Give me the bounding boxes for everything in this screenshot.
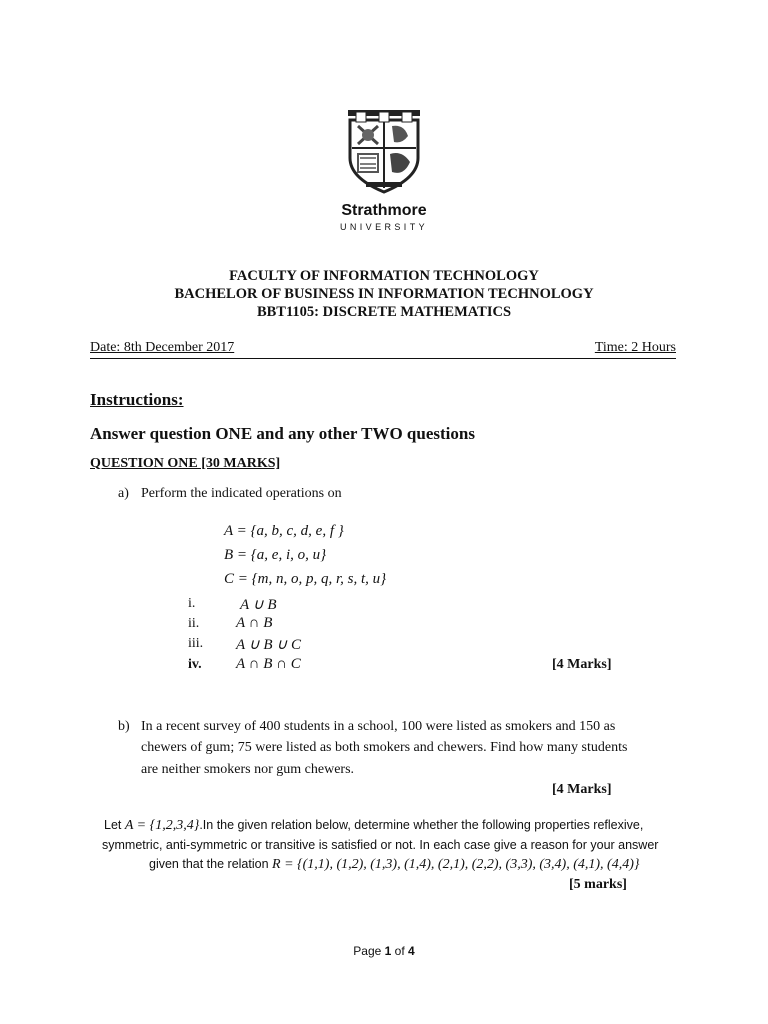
date-time-row [90,340,676,359]
part-a-marks: [4 Marks] [552,657,612,672]
faculty-heading: FACULTY OF INFORMATION TECHNOLOGY [229,268,539,284]
course-heading: BBT1105: DISCRETE MATHEMATICS [256,304,512,320]
let-prefix: Let [104,818,122,832]
item-number: ii. [188,616,200,631]
part-a-label: a) [118,486,129,501]
part-b-line-2: chewers of gum; 75 were listed as both smokers and chewers. Find how many students [141,740,628,755]
item-number: i. [188,596,196,611]
part-b-marks: [4 Marks] [552,782,612,797]
page-total: 4 [408,944,415,958]
instructions-title: Instructions: [90,390,184,409]
part-b-label: b) [118,719,130,734]
set-c-definition: C = {m, n, o, p, q, r, s, t, u} [224,571,387,587]
item-number: iii. [188,636,204,651]
set-a-definition: A = {a, b, c, d, e, f } [224,523,344,539]
item-expression: A ∪ B ∪ C [236,637,302,653]
instructions-text: Answer question ONE and any other TWO questions [90,424,475,443]
page-number: 1 [384,944,392,958]
part-b-line-3: are neither smokers nor gum chewers. [141,762,355,777]
part-c-line-1 [104,818,643,834]
page-footer [0,944,768,958]
university-crest-logo [344,106,424,196]
item-expression: A ∩ B [236,615,273,631]
part-c-line-1-text: .In the given relation below, determine whether the following properties reflexive, [199,818,644,832]
program-heading: BACHELOR OF BUSINESS IN INFORMATION TECHNOLOGY [174,286,594,302]
page-prefix: Page [353,944,385,958]
part-b-line-1: In a recent survey of 400 students in a school, 100 were listed as smokers and 150 as [141,719,616,734]
university-name: Strathmore [341,202,427,219]
relation-expression: R = {(1,1), (1,2), (1,3), (1,4), (2,1), (2,2), (3,3), (3,4), (4,1), (4,4)} [272,857,640,872]
part-c-line-2: symmetric, anti-symmetric or transitive is satisfied or not. In each case give a reason for your answer [102,838,659,852]
part-c-marks: [5 marks] [569,877,627,892]
university-subtitle: UNIVERSITY [339,222,428,232]
part-c-line-3 [149,857,639,873]
exam-date: Date: 8th December 2017 [90,340,235,355]
relation-prefix: given that the relation [149,857,269,871]
item-number: iv. [188,657,202,672]
item-expression: A ∩ B ∩ C [236,656,301,672]
exam-duration: Time: 2 Hours [594,340,676,355]
set-a-expression: A = {1,2,3,4} [124,818,200,833]
set-b-definition: B = {a, e, i, o, u} [224,547,327,563]
part-a-text: Perform the indicated operations on [141,486,342,501]
item-expression: A ∪ B [240,597,277,613]
page-of: of [391,944,409,958]
question-one-title: QUESTION ONE [30 MARKS] [90,456,281,471]
